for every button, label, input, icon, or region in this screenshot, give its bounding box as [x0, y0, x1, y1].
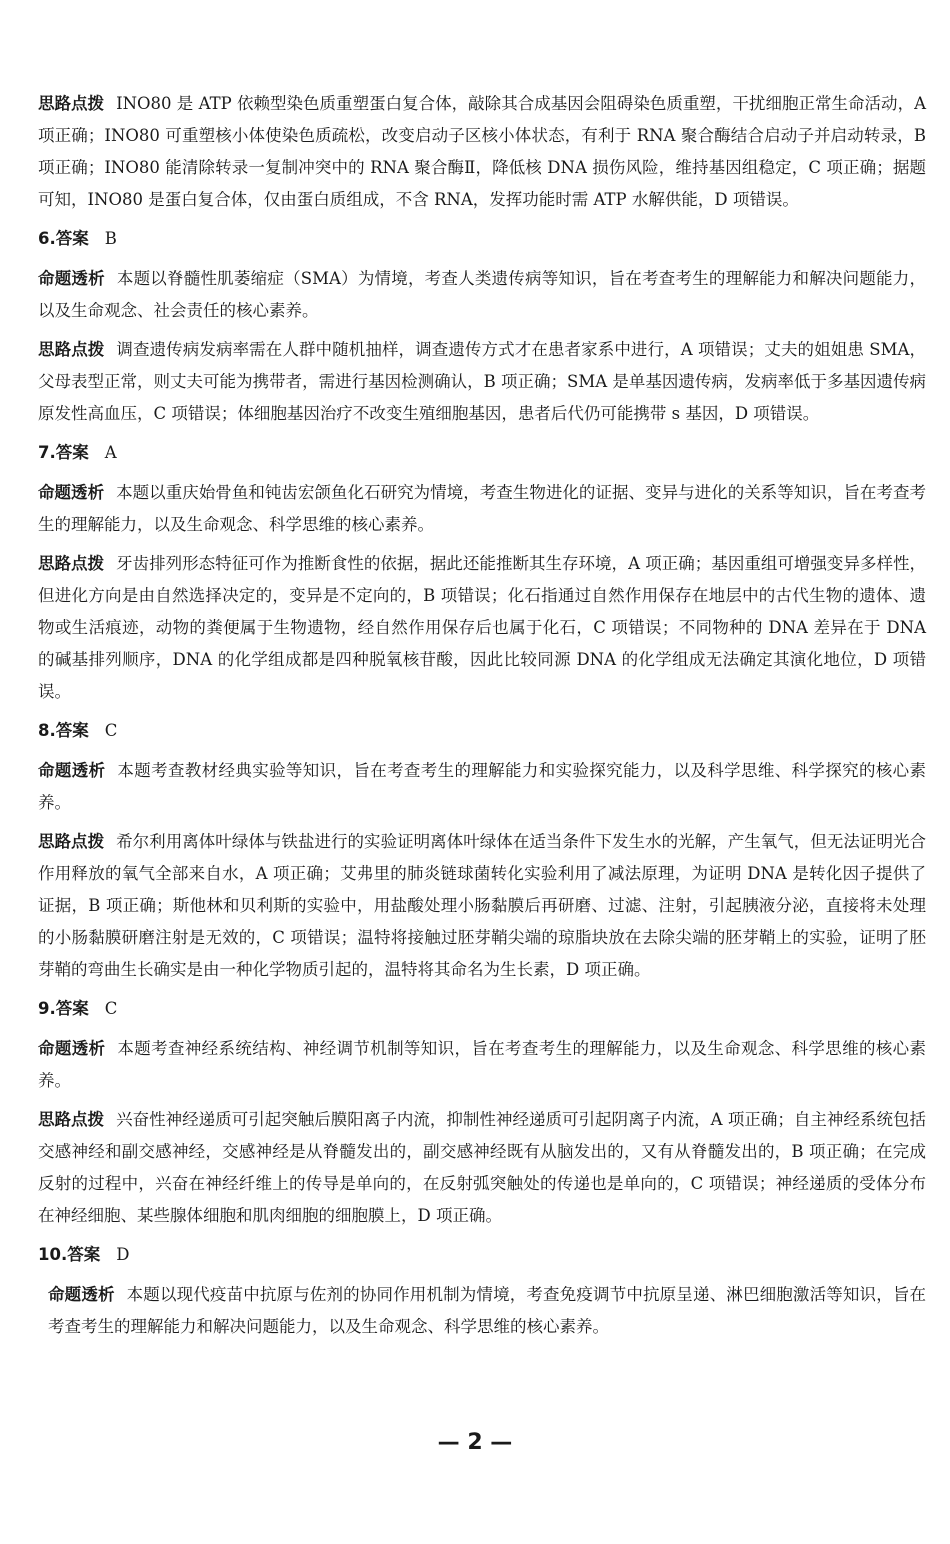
answer-line — [38, 715, 926, 747]
answer-value: B — [104, 229, 117, 248]
answer-label: 答案 — [55, 721, 89, 740]
question-8 — [38, 715, 926, 986]
question-9 — [38, 993, 926, 1232]
analysis-label: 命题透析 — [38, 761, 106, 780]
answer-value: C — [104, 999, 118, 1018]
answer-line — [38, 437, 926, 469]
question-number: 10. — [38, 1245, 68, 1264]
hint-text: 调查遗传病发病率需在人群中随机抽样，调查遗传方式才在患者家系中进行，A 项错误；丈夫的姐姐患 SMA，父母表型正常，则丈夫可能为携带者，需进行基因检测确认，B 项正确；SMA 是单基因遗传病，发病率低于多基因遗传病原发性高血压，C 项错误；体细胞基因治疗不改变生殖细胞基因，患者后代仍可能携带 s 基因，D 项错误。 — [38, 340, 926, 423]
answer-value: A — [104, 443, 117, 462]
analysis-paragraph — [48, 1279, 926, 1343]
hint-paragraph — [38, 826, 926, 986]
page-number: — 2 — — [437, 1430, 513, 1455]
analysis-paragraph — [38, 755, 926, 819]
hint-text: 牙齿排列形态特征可作为推断食性的依据，据此还能推断其生存环境，A 项正确；基因重组可增强变异多样性，但进化方向是由自然选择决定的，变异是不定向的，B 项错误；化石指通过自然作用保存在地层中的古代生物的遗体、遗物或生活痕迹，动物的粪便属于生物遗物，经自然作用保存后也属于化石，C 项错误；不同物种的 DNA 差异在于 DNA 的碱基排列顺序，DNA 的化学组成都是四种脱氧核苷酸，因此比较同源 DNA 的化学组成无法确定其演化地位，D 项错误。 — [38, 554, 927, 701]
question-6 — [38, 223, 926, 430]
analysis-label: 命题透析 — [38, 269, 105, 288]
hint-paragraph — [38, 548, 926, 708]
question-10 — [38, 1239, 926, 1343]
answer-line — [38, 1239, 926, 1271]
question-number: 6. — [38, 229, 56, 248]
answer-line — [38, 223, 926, 255]
question-number: 9. — [38, 999, 56, 1018]
question-number: 8. — [38, 721, 56, 740]
question-7 — [38, 437, 926, 708]
analysis-text: 本题以脊髓性肌萎缩症（SMA）为情境，考查人类遗传病等知识，旨在考查考生的理解能力和解决问题能力，以及生命观念、社会责任的核心素养。 — [38, 269, 926, 320]
analysis-paragraph — [38, 477, 926, 541]
analysis-text: 本题以重庆始骨鱼和钝齿宏颌鱼化石研究为情境，考查生物进化的证据、变异与进化的关系等知识，旨在考查考生的理解能力，以及生命观念、科学思维的核心素养。 — [38, 483, 927, 534]
intro-paragraph — [38, 88, 926, 216]
hint-text: 兴奋性神经递质可引起突触后膜阳离子内流，抑制性神经递质可引起阴离子内流，A 项正确；自主神经系统包括交感神经和副交感神经，交感神经是从脊髓发出的，副交感神经既有从脑发出的，又有从脊髓发出的，B 项正确；在完成反射的过程中，兴奋在神经纤维上的传导是单向的，在反射弧突触处的传递也是单向的，C 项错误；神经递质的受体分布在神经细胞、某些腺体细胞和肌肉细胞的细胞膜上，D 项正确。 — [38, 1110, 927, 1225]
answer-label: 答案 — [55, 999, 89, 1018]
hint-paragraph — [38, 1104, 926, 1232]
analysis-label: 命题透析 — [48, 1285, 115, 1304]
answer-value: D — [116, 1245, 130, 1264]
answer-label: 答案 — [55, 229, 89, 248]
analysis-label: 命题透析 — [38, 483, 105, 502]
hint-text: 希尔利用离体叶绿体与铁盐进行的实验证明离体叶绿体在适当条件下发生水的光解，产生氧气，但无法证明光合作用释放的氧气全部来自水，A 项正确；艾弗里的肺炎链球菌转化实验利用了减法原理，为证明 DNA 是转化因子提供了证据，B 项正确；斯他林和贝利斯的实验中，用盐酸处理小肠黏膜后再研磨、过滤、注射，引起胰液分泌，直接将未处理的小肠黏膜研磨注射是无效的，C 项错误；温特将接触过胚芽鞘尖端的琼脂块放在去除尖端的胚芽鞘上的实验，证明了胚芽鞘的弯曲生长确实是由一种化学物质引起的，温特将其命名为生长素，D 项正确。 — [38, 832, 927, 979]
question-number: 7. — [38, 443, 56, 462]
analysis-text: 本题以现代疫苗中抗原与佐剂的协同作用机制为情境，考查免疫调节中抗原呈递、淋巴细胞激活等知识，旨在考查考生的理解能力和解决问题能力，以及生命观念、科学思维的核心素养。 — [48, 1285, 927, 1336]
analysis-paragraph — [38, 263, 926, 327]
answer-label: 答案 — [67, 1245, 101, 1264]
analysis-text: 本题考查教材经典实验等知识，旨在考查考生的理解能力和实验探究能力，以及科学思维、科学探究的核心素养。 — [38, 761, 927, 812]
analysis-label: 命题透析 — [38, 1039, 106, 1058]
intro-text: INO80 是 ATP 依赖型染色质重塑蛋白复合体，敲除其合成基因会阻碍染色质重塑，干扰细胞正常生命活动，A 项正确；INO80 可重塑核小体使染色质疏松，改变启动子区核小体状态，有利于 RNA 聚合酶结合启动子并启动转录，B 项正确；INO80 能清除转录一复制冲突中的 RNA 聚合酶Ⅱ，降低核 DNA 损伤风险，维持基因组稳定，C 项正确；据题可知，INO80 是蛋白复合体，仅由蛋白质组成，不含 RNA，发挥功能时需 ATP 水解供能，D 项错误。 — [38, 94, 927, 209]
intro-lead: 思路点拨 — [38, 94, 105, 113]
answer-value: C — [104, 721, 118, 740]
hint-paragraph — [38, 334, 926, 430]
analysis-text: 本题考查神经系统结构、神经调节机制等知识，旨在考查考生的理解能力，以及生命观念、科学思维的核心素养。 — [38, 1039, 927, 1090]
analysis-paragraph — [38, 1033, 926, 1097]
answer-line — [38, 993, 926, 1025]
hint-label: 思路点拨 — [38, 554, 105, 573]
answer-label: 答案 — [55, 443, 89, 462]
hint-label: 思路点拨 — [38, 1110, 105, 1129]
hint-label: 思路点拨 — [38, 832, 105, 851]
hint-label: 思路点拨 — [38, 340, 105, 359]
